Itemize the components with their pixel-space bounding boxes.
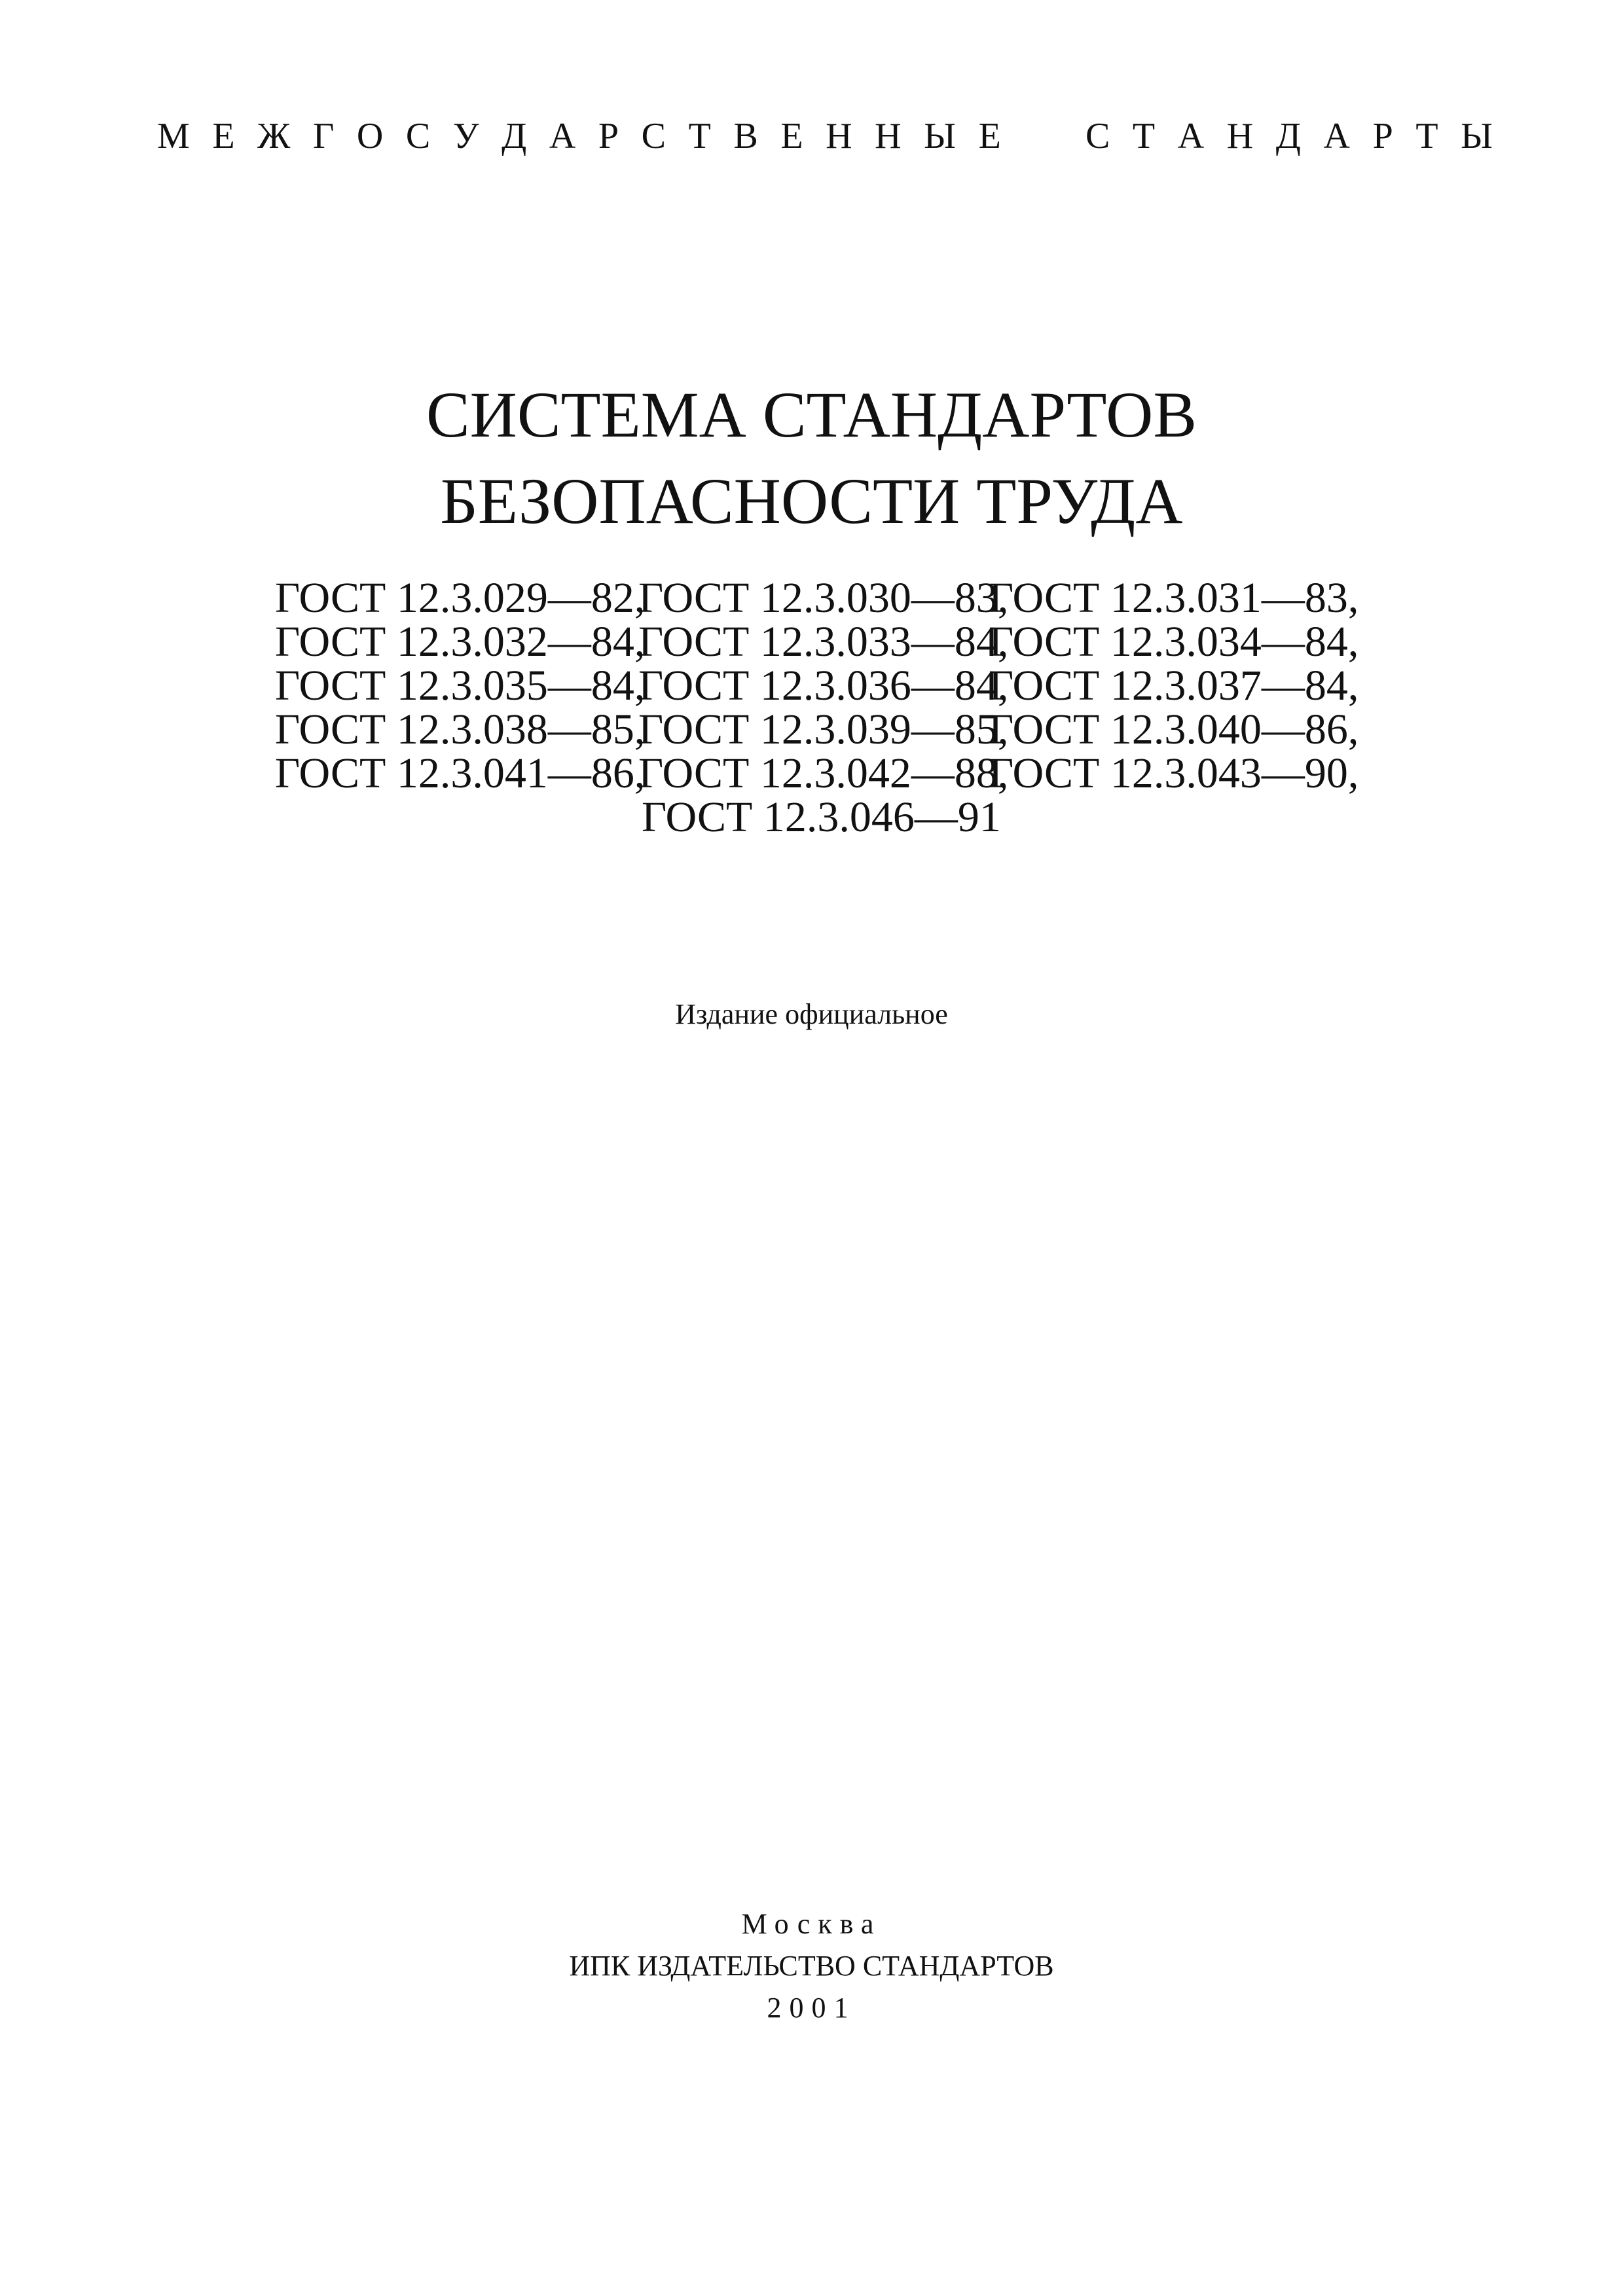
header-letter: Н (1226, 116, 1254, 156)
gost-number: ГОСТ 12.3.038—85, (275, 706, 646, 753)
gost-row (0, 795, 1623, 839)
gost-row (0, 708, 1623, 751)
header-letter: Т (1415, 116, 1438, 156)
series-header (157, 110, 1493, 162)
header-letter: Т (1132, 116, 1156, 156)
gost-row (0, 620, 1623, 664)
header-letter: Г (312, 116, 335, 156)
header-letter: О (356, 116, 384, 156)
gost-row (0, 664, 1623, 708)
gost-number: ГОСТ 12.3.043—90, (989, 749, 1359, 797)
imprint (0, 1903, 1623, 2029)
gost-row (0, 576, 1623, 620)
edition-note: Издание официальное (675, 998, 948, 1030)
imprint-city: Москва (741, 1908, 882, 1940)
gost-number: ГОСТ 12.3.046—91 (642, 793, 1001, 841)
gost-number: ГОСТ 12.3.033—84, (638, 618, 1009, 666)
gost-number: ГОСТ 12.3.041—86, (275, 749, 646, 797)
gost-number: ГОСТ 12.3.030—83, (638, 574, 1009, 622)
document-title (0, 372, 1623, 545)
gost-number: ГОСТ 12.3.032—84, (275, 618, 646, 666)
gost-row (0, 751, 1623, 795)
header-letter: Р (598, 116, 619, 156)
header-letter: Р (1372, 116, 1393, 156)
gost-number: ГОСТ 12.3.036—84, (638, 662, 1009, 709)
header-letter: Ы (1461, 116, 1493, 156)
header-letter: С (1085, 116, 1110, 156)
header-letter: Д (501, 116, 527, 156)
gost-number: ГОСТ 12.3.037—84, (989, 662, 1359, 709)
header-letter: Ж (257, 116, 291, 156)
header-letter: В (733, 116, 758, 156)
header-letter: Е (212, 116, 235, 156)
header-letter: Д (1275, 116, 1301, 156)
header-letter: Т (688, 116, 711, 156)
header-letter: Ы (924, 116, 957, 156)
header-letter: Е (978, 116, 1001, 156)
gost-number: ГОСТ 12.3.039—85, (638, 706, 1009, 753)
header-letter: Н (875, 116, 902, 156)
header-letter: М (157, 116, 190, 156)
header-letter: А (1177, 116, 1205, 156)
gost-number: ГОСТ 12.3.031—83, (989, 574, 1359, 622)
imprint-publisher: ИПК ИЗДАТЕЛЬСТВО СТАНДАРТОВ (569, 1950, 1054, 1982)
gost-number: ГОСТ 12.3.035—84, (275, 662, 646, 709)
header-letter: А (1323, 116, 1350, 156)
header-letter: Н (826, 116, 852, 156)
gost-number: ГОСТ 12.3.034—84, (989, 618, 1359, 666)
header-letter: С (405, 116, 431, 156)
gost-number: ГОСТ 12.3.029—82, (275, 574, 646, 622)
header-letter: Е (780, 116, 803, 156)
title-line-1: СИСТЕМА СТАНДАРТОВ (426, 378, 1197, 451)
title-line-2: БЕЗОПАСНОСТИ ТРУДА (440, 465, 1183, 537)
gost-number: ГОСТ 12.3.040—86, (989, 706, 1359, 753)
gost-list (0, 576, 1623, 839)
gost-number: ГОСТ 12.3.042—88, (638, 749, 1009, 797)
imprint-year: 2001 (767, 1992, 856, 2024)
header-letter: У (452, 116, 479, 156)
header-letter: А (549, 116, 576, 156)
header-letter: С (641, 116, 666, 156)
